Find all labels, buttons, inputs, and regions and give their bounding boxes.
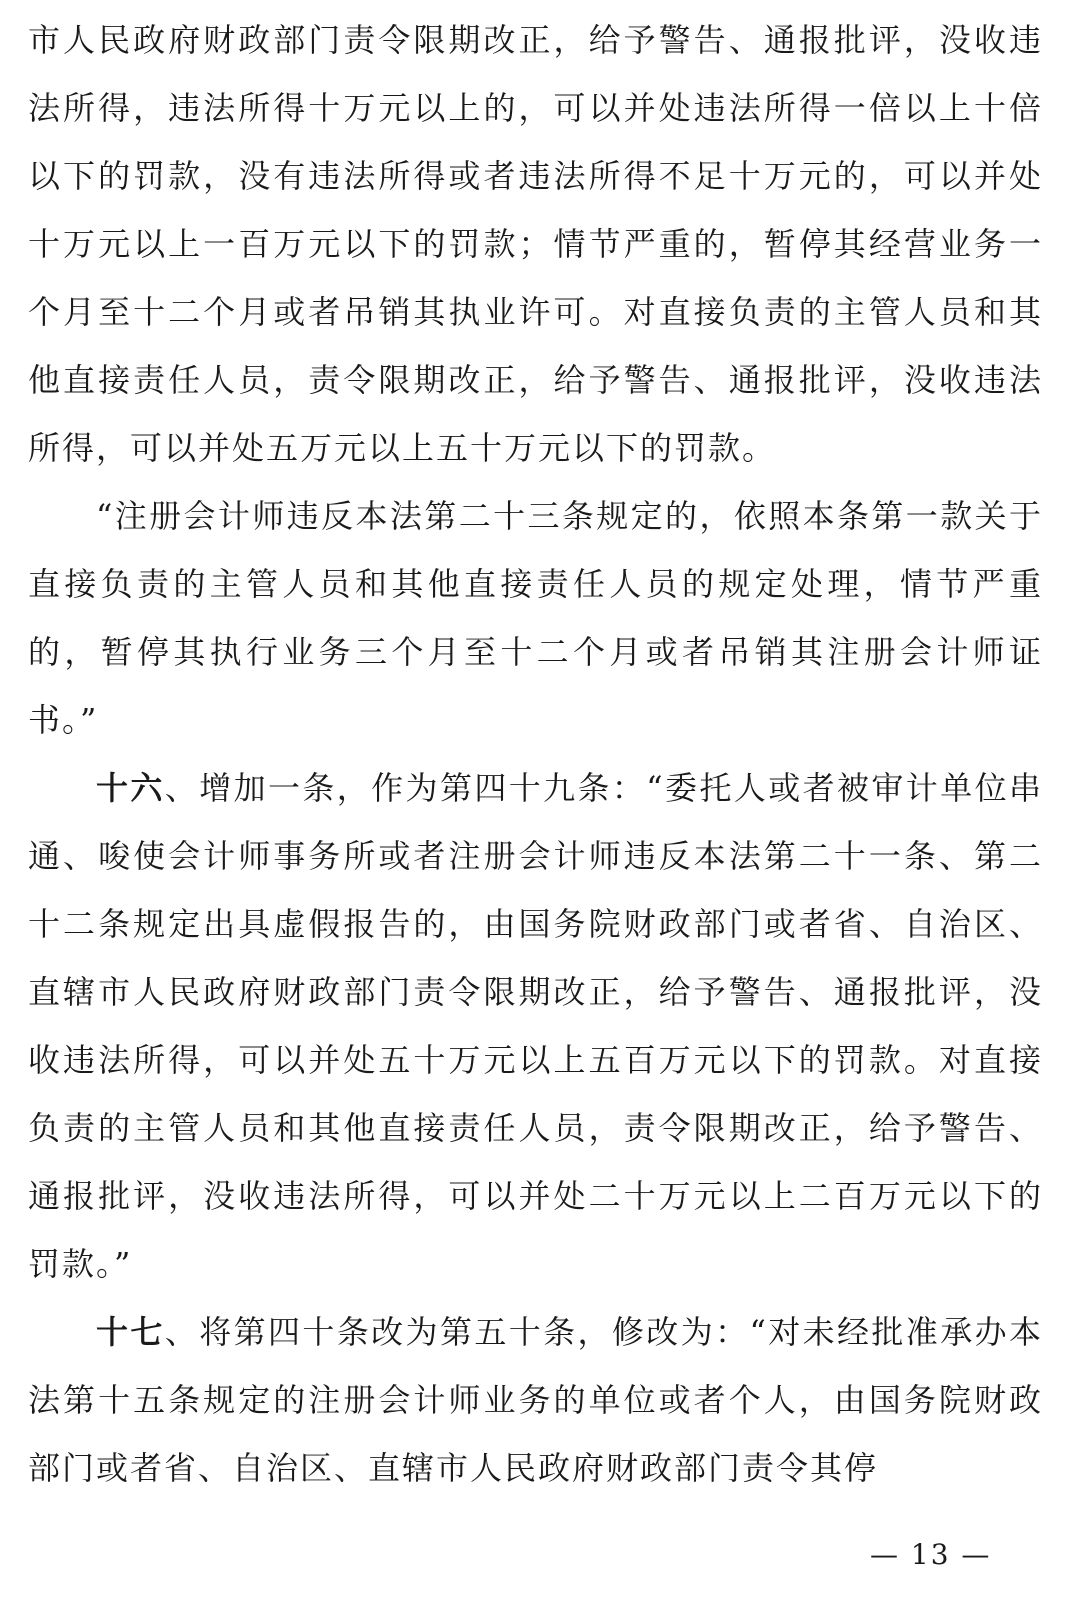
paragraph-item-16 xyxy=(28,754,1043,1298)
paragraph-text: 市人民政府财政部门责令限期改正，给予警告、通报批评，没收违法所得，违法所得十万元以上的，可以并处违法所得一倍以上十倍以下的罚款，没有违法所得或者违法所得不足十万元的，可以并处十万元以上一百万元以下的罚款；情节严重的，暂停其经营业务一个月至十二个月或者吊销其执业许可。对直接负责的主管人员和其他直接责任人员，责令限期改正，给予警告、通报批评，没收违法所得，可以并处五万元以上五十万元以下的罚款。 xyxy=(28,21,1043,467)
paragraph-cpa-violation xyxy=(28,482,1043,754)
item-number-16: 十六 xyxy=(96,769,165,807)
paragraph-text: 、将第四十条改为第五十条，修改为：“对未经批准承办本法第十五条规定的注册会计师业务的单位或者个人，由国务院财政部门或者省、自治区、直辖市人民政府财政部门责令其停 xyxy=(28,1313,1043,1487)
paragraph-text: 、增加一条，作为第四十九条：“委托人或者被审计单位串通、唆使会计师事务所或者注册会计师违反本法第二十一条、第二十二条规定出具虚假报告的，由国务院财政部门或者省、自治区、直辖市人民政府财政部门责令限期改正，给予警告、通报批评，没收违法所得，可以并处五十万元以上五百万元以下的罚款。对直接负责的主管人员和其他直接责任人员，责令限期改正，给予警告、通报批评，没收违法所得，可以并处二十万元以上二百万元以下的罚款。” xyxy=(28,769,1043,1283)
paragraph-item-17 xyxy=(28,1298,1043,1502)
page-number: — 13 — xyxy=(870,1538,992,1571)
paragraph-text: “注册会计师违反本法第二十三条规定的，依照本条第一款关于直接负责的主管人员和其他直接责任人员的规定处理，情节严重的，暂停其执行业务三个月至十二个月或者吊销其注册会计师证书。” xyxy=(28,497,1043,739)
document-page xyxy=(28,6,1043,1502)
item-number-17: 十七 xyxy=(96,1313,165,1351)
paragraph-continuation xyxy=(28,6,1043,482)
